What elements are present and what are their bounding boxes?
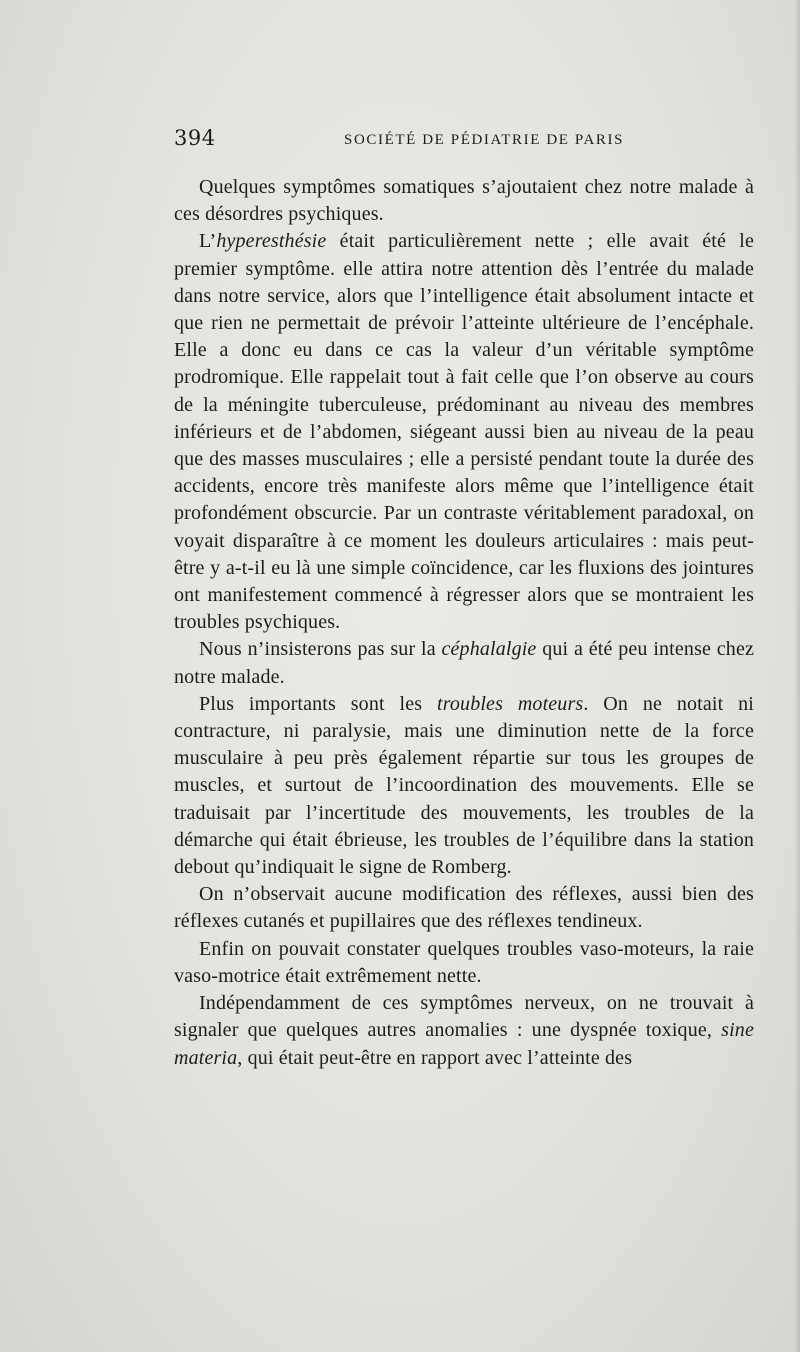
body-text	[174, 174, 754, 1072]
italic-term: céphalalgie	[441, 638, 537, 661]
text-segment: L’	[199, 230, 217, 253]
paragraph	[174, 990, 754, 1072]
text-segment: . On ne notait ni contracture, ni paralysie, mais une diminution nette de la force musculaire à peu près également répartie sur tous les groupes de muscles, et surtout de l’incoordination des mouvements. Elle se traduisait par l’incertitude des mouvements, les troubles de la démarche qui était ébrieuse, les troubles de l’équilibre dans la station debout qu’indiquait le signe de Romberg.	[174, 692, 754, 879]
text-segment: était particulièrement nette ; elle avait été le premier symptôme. elle attira notre attention dès l’entrée du malade dans notre service, alors que l’intelligence était absolument intacte et que rien ne permettait de prévoir l’atteinte ultérieure de l’encéphale. Elle a donc eu dans ce cas la valeur d’un véritable symptôme prodromique. Elle rappelait tout à fait celle que l’on observe au cours de la méningite tuberculeuse, prédominant au niveau des membres inférieurs et de l’abdomen, siégeant aussi bien au niveau de la peau que des masses musculaires ; elle a persisté pendant toute la durée des accidents, encore très manifeste alors même que l’intelligence était profondément obscurcie. Par un contraste véritablement paradoxal, on voyait disparaître à ce moment les douleurs articulaires : mais peut-être y a-t-il eu là une simple coïncidence, car les fluxions des jointures ont manifestement commencé à régresser alors que se montraient les troubles psychiques.	[174, 230, 754, 634]
text-segment: On n’observait aucune modification des réflexes, aussi bien des réflexes cutanés et pupillaires que des réflexes tendineux.	[174, 883, 754, 933]
paragraph	[174, 881, 754, 935]
text-segment: Indépendamment de ces symptômes nerveux, on ne trouvait à signaler que quelques autres anomalies : une dyspnée toxique,	[174, 992, 754, 1042]
text-segment: Quelques symptômes somatiques s’ajoutaient chez notre malade à ces désordres psychiques.	[174, 176, 754, 226]
italic-term: troubles moteurs	[437, 692, 584, 715]
italic-term: hyperesthésie	[216, 230, 327, 253]
paragraph	[174, 228, 754, 636]
paragraph	[174, 636, 754, 690]
text-segment: , qui était peut-être en rapport avec l’atteinte des	[237, 1046, 633, 1069]
page-number: 394	[174, 126, 216, 150]
page-header	[174, 126, 754, 156]
running-head: SOCIÉTÉ DE PÉDIATRIE DE PARIS	[344, 132, 625, 148]
italic-term: sine materia	[174, 1019, 754, 1069]
text-segment: Nous n’insisterons pas sur la	[199, 638, 442, 661]
paragraph	[174, 174, 754, 228]
text-segment: Enfin on pouvait constater quelques troubles vaso-moteurs, la raie vaso-motrice était extrêmement nette.	[174, 937, 754, 987]
paragraph	[174, 936, 754, 990]
paragraph	[174, 691, 754, 881]
text-segment: Plus importants sont les	[199, 692, 437, 715]
text-segment: qui a été peu intense chez notre malade.	[174, 638, 755, 688]
